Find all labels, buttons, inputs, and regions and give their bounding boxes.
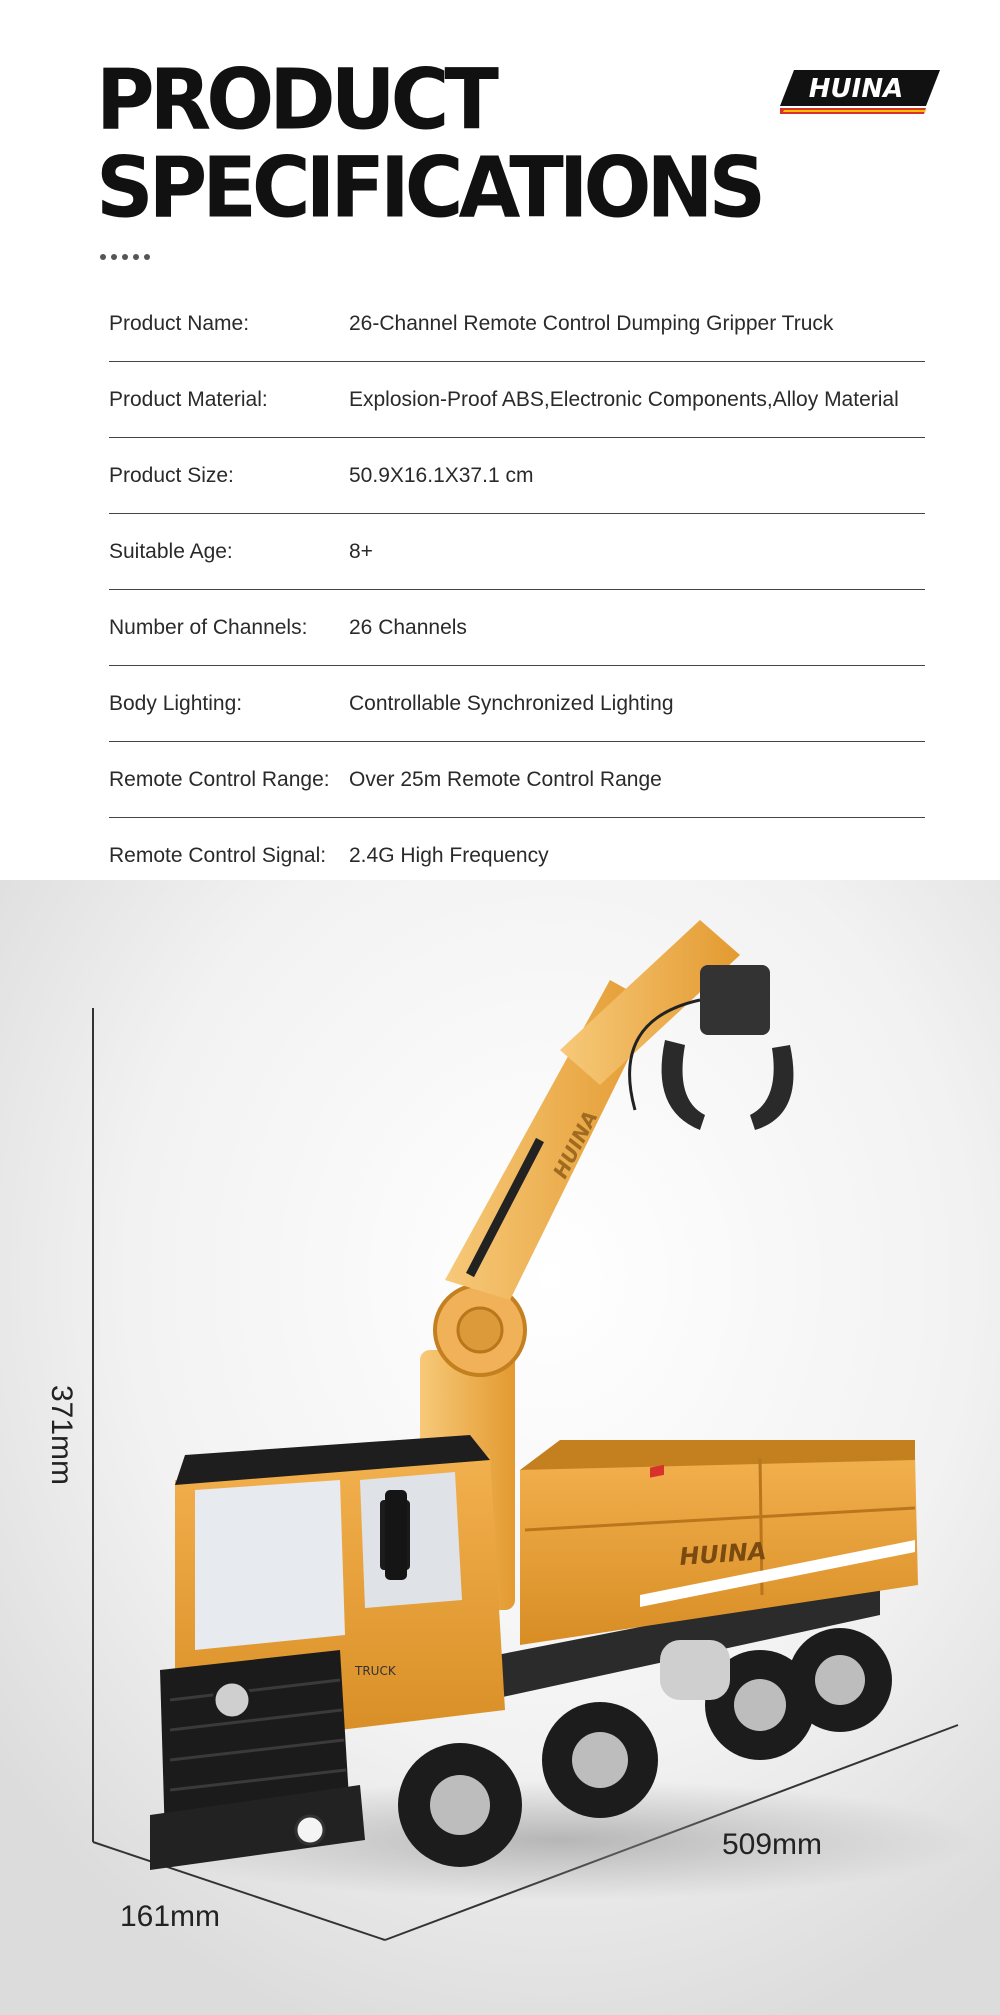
spec-table xyxy=(109,286,925,894)
cab-label: TRUCK xyxy=(355,1664,396,1678)
boom-brand-text: HUINA xyxy=(548,1106,603,1183)
spec-label: Product Material: xyxy=(109,387,268,411)
dot xyxy=(133,254,139,260)
spec-label: Suitable Age: xyxy=(109,539,233,563)
spec-label: Number of Channels: xyxy=(109,615,308,639)
dot xyxy=(122,254,128,260)
dot xyxy=(100,254,106,260)
decorative-dots xyxy=(100,254,150,260)
product-photo xyxy=(0,880,1000,2015)
spec-row xyxy=(109,666,925,742)
title-line-2: SPECIFICATIONS xyxy=(96,138,762,237)
title-line-1: PRODUCT xyxy=(96,50,494,149)
spec-row xyxy=(109,438,925,514)
spec-label: Remote Control Range: xyxy=(109,767,330,791)
spec-value: 2.4G High Frequency xyxy=(349,843,549,867)
spec-label: Product Name: xyxy=(109,311,250,335)
spec-row xyxy=(109,286,925,362)
spec-row xyxy=(109,362,925,438)
dot xyxy=(144,254,150,260)
dot xyxy=(111,254,117,260)
bed-brand-text: HUINA xyxy=(678,1536,768,1571)
spec-value: 8+ xyxy=(349,539,373,563)
spec-value: 26-Channel Remote Control Dumping Gripper Truck xyxy=(349,311,834,335)
spec-value: Over 25m Remote Control Range xyxy=(349,767,662,791)
spec-row xyxy=(109,590,925,666)
width-dimension-label: 161mm xyxy=(120,1900,221,1933)
spec-row xyxy=(109,514,925,590)
height-dimension-label: 371mm xyxy=(45,1385,78,1486)
length-dimension-label: 509mm xyxy=(722,1828,823,1861)
spec-row xyxy=(109,742,925,818)
huina-logo xyxy=(780,68,940,118)
spec-label: Product Size: xyxy=(109,463,234,487)
spec-value: Explosion-Proof ABS,Electronic Components,Alloy Material xyxy=(349,387,899,411)
spec-value: 50.9X16.1X37.1 cm xyxy=(349,463,534,487)
page-title xyxy=(96,50,762,237)
spec-label: Remote Control Signal: xyxy=(109,843,327,867)
spec-value: Controllable Synchronized Lighting xyxy=(349,691,674,715)
logo-text: HUINA xyxy=(808,74,904,104)
spec-value: 26 Channels xyxy=(349,615,467,639)
spec-label: Body Lighting: xyxy=(109,691,243,715)
